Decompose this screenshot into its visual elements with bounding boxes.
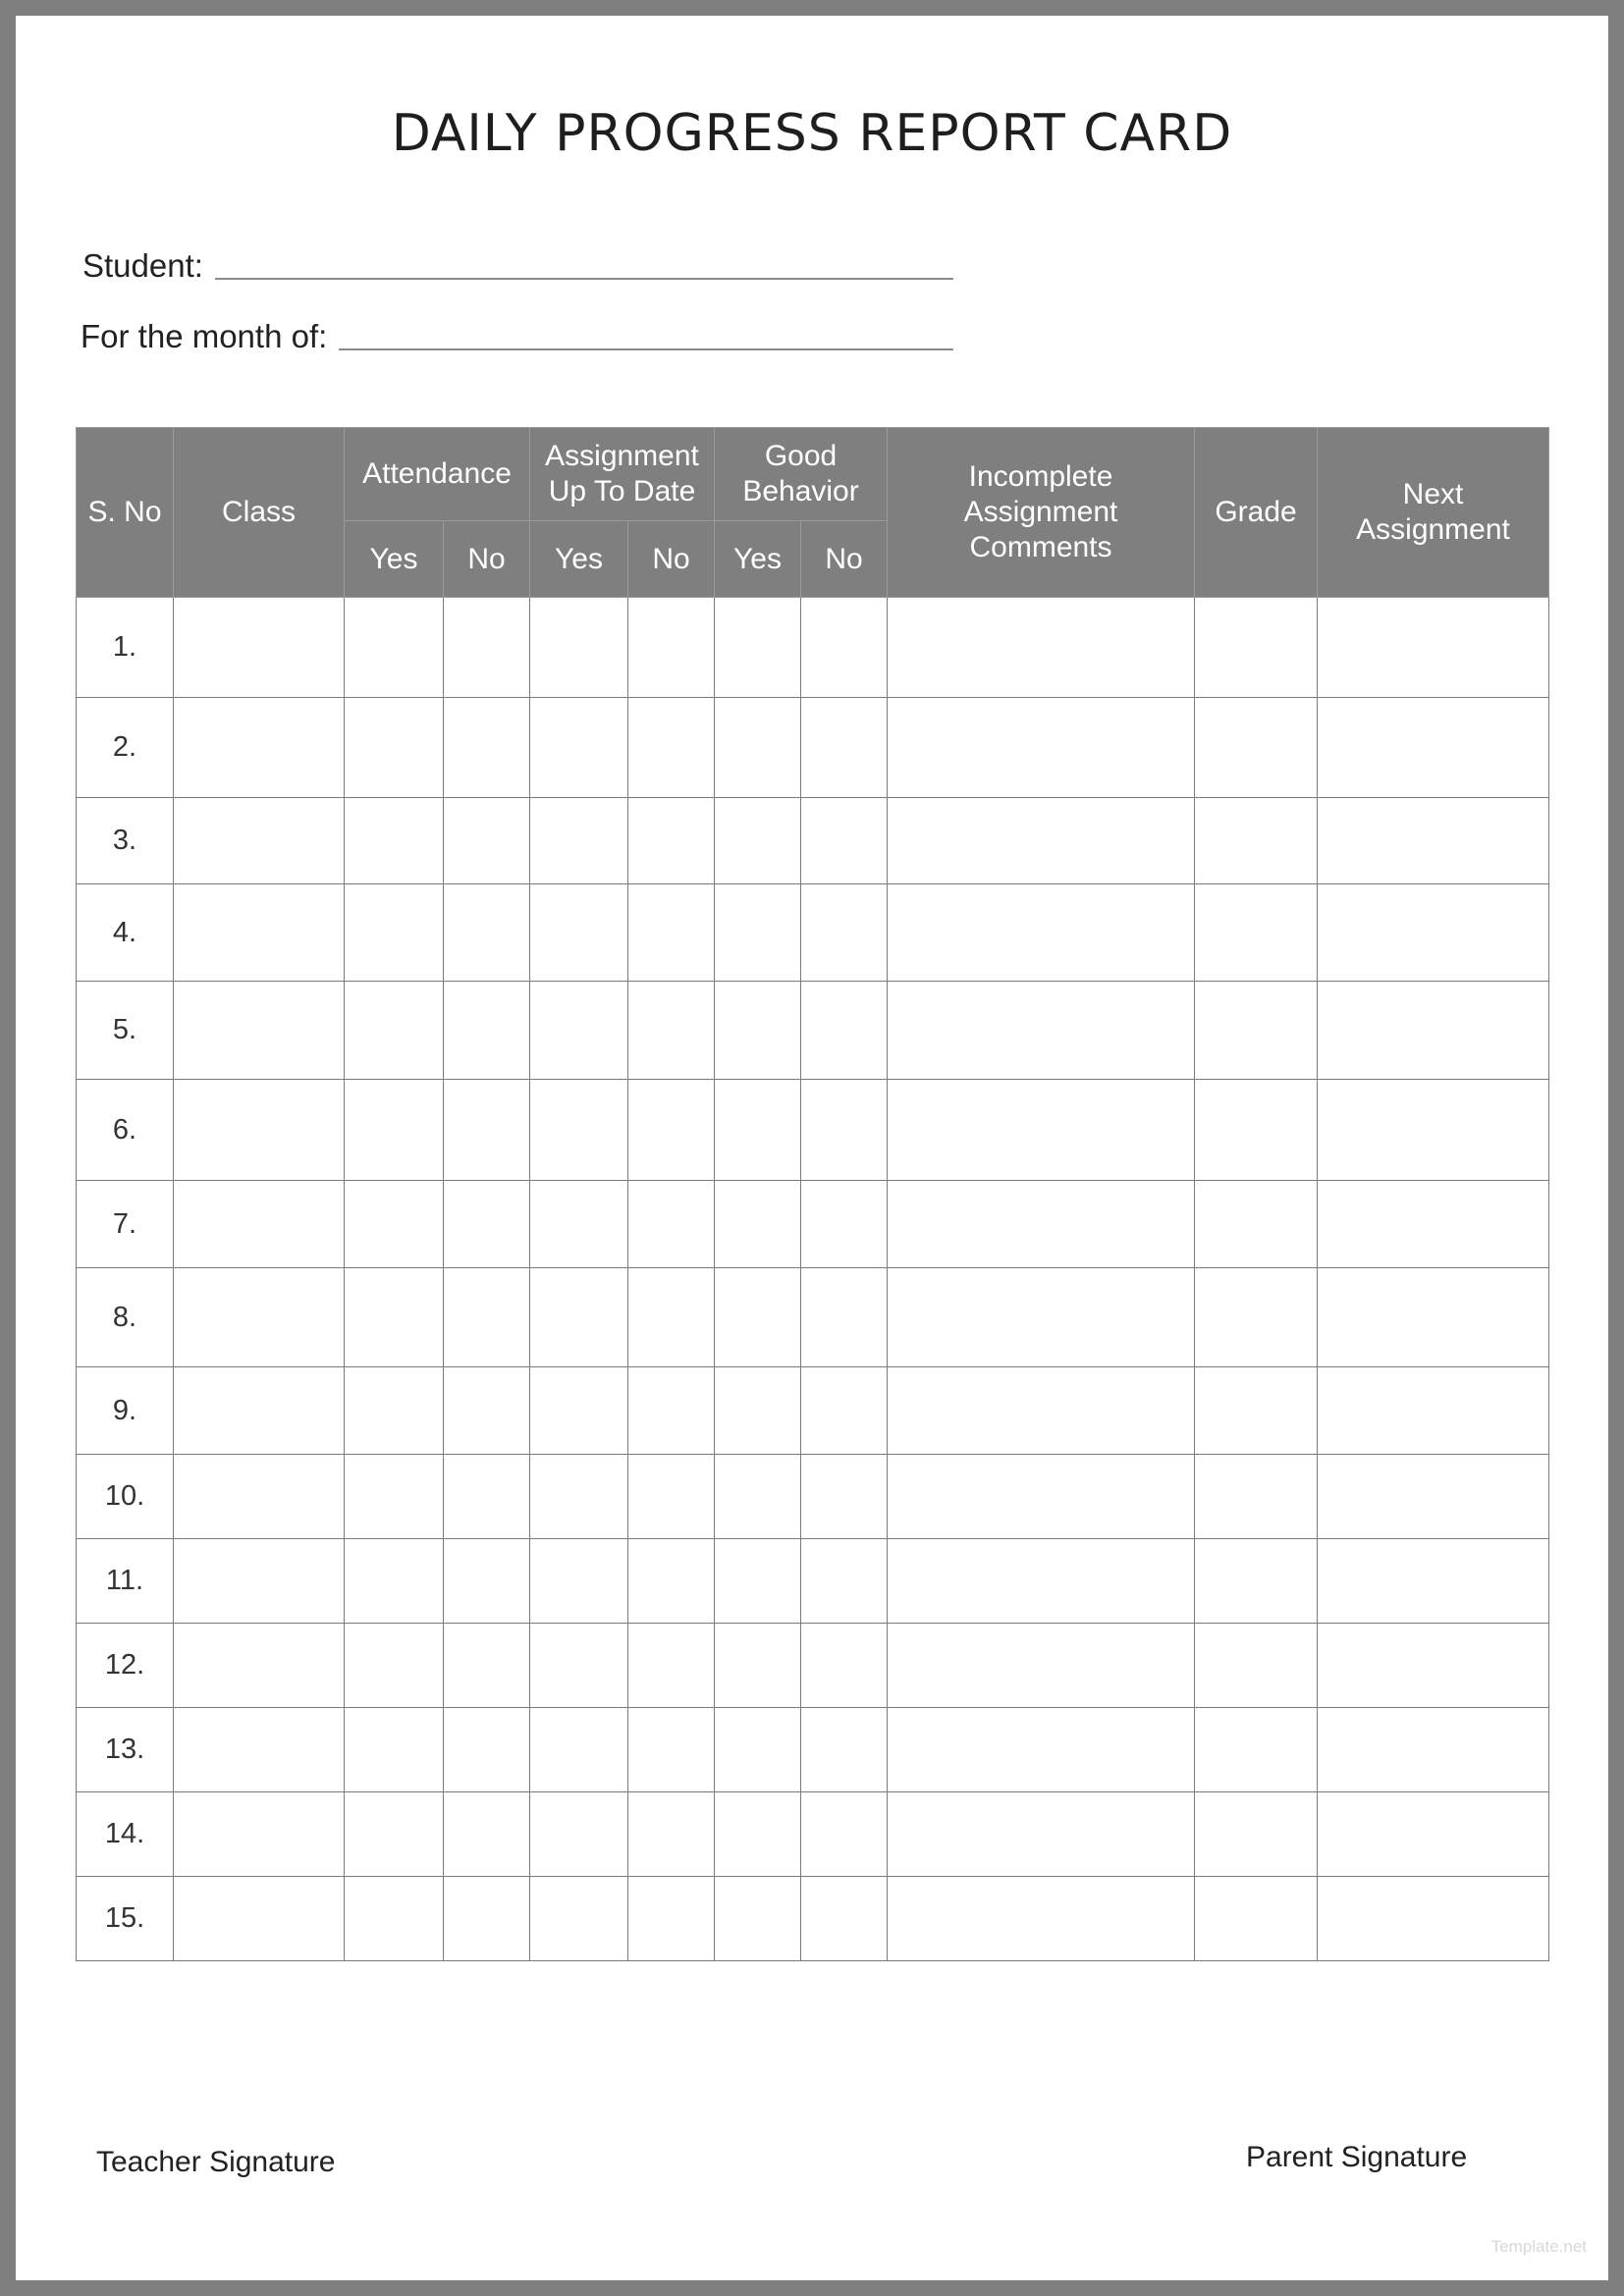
- header-behavior-no: No: [801, 521, 888, 598]
- table-row: [77, 798, 1549, 884]
- row-number: 5.: [77, 982, 174, 1080]
- cell-behavior-yes[interactable]: [715, 1080, 801, 1181]
- cell-comments[interactable]: [888, 1792, 1195, 1877]
- cell-assignment-no[interactable]: [628, 1792, 715, 1877]
- row-number: 7.: [77, 1181, 174, 1268]
- cell-attendance-no[interactable]: [444, 1708, 530, 1792]
- cell-grade[interactable]: [1195, 1455, 1318, 1539]
- cell-attendance-yes[interactable]: [345, 1367, 444, 1455]
- cell-grade[interactable]: [1195, 1181, 1318, 1268]
- table-row: [77, 982, 1549, 1080]
- cell-attendance-no[interactable]: [444, 698, 530, 798]
- table-row: [77, 1268, 1549, 1367]
- cell-attendance-yes[interactable]: [345, 1539, 444, 1624]
- cell-attendance-no[interactable]: [444, 1792, 530, 1877]
- cell-attendance-no[interactable]: [444, 1877, 530, 1961]
- cell-assignment-yes[interactable]: [530, 884, 628, 982]
- table-row: [77, 1367, 1549, 1455]
- cell-assignment-no[interactable]: [628, 1455, 715, 1539]
- cell-grade[interactable]: [1195, 1877, 1318, 1961]
- cell-comments[interactable]: [888, 1080, 1195, 1181]
- header-incomplete-line1: Incomplete: [968, 460, 1113, 493]
- cell-grade[interactable]: [1195, 1367, 1318, 1455]
- row-number: 12.: [77, 1624, 174, 1708]
- table-row: [77, 884, 1549, 982]
- cell-attendance-no[interactable]: [444, 1181, 530, 1268]
- cell-comments[interactable]: [888, 1268, 1195, 1367]
- cell-next-assignment[interactable]: [1318, 698, 1549, 798]
- cell-behavior-yes[interactable]: [715, 1268, 801, 1367]
- cell-behavior-no[interactable]: [801, 798, 888, 884]
- cell-assignment-no[interactable]: [628, 1877, 715, 1961]
- cell-next-assignment[interactable]: [1318, 982, 1549, 1080]
- table-body: [77, 598, 1549, 1961]
- cell-class[interactable]: [174, 1181, 345, 1268]
- row-number: 1.: [77, 598, 174, 698]
- cell-assignment-no[interactable]: [628, 598, 715, 698]
- cell-behavior-yes[interactable]: [715, 982, 801, 1080]
- cell-comments[interactable]: [888, 1624, 1195, 1708]
- cell-behavior-no[interactable]: [801, 1539, 888, 1624]
- cell-class[interactable]: [174, 1708, 345, 1792]
- cell-comments[interactable]: [888, 1455, 1195, 1539]
- cell-attendance-yes[interactable]: [345, 1080, 444, 1181]
- row-number: 13.: [77, 1708, 174, 1792]
- cell-grade[interactable]: [1195, 1080, 1318, 1181]
- cell-comments[interactable]: [888, 1539, 1195, 1624]
- cell-class[interactable]: [174, 1624, 345, 1708]
- cell-grade[interactable]: [1195, 1792, 1318, 1877]
- cell-assignment-no[interactable]: [628, 884, 715, 982]
- cell-attendance-no[interactable]: [444, 1080, 530, 1181]
- header-next-line2: Assignment: [1356, 513, 1510, 546]
- cell-assignment-no[interactable]: [628, 698, 715, 798]
- cell-grade[interactable]: [1195, 1268, 1318, 1367]
- cell-assignment-yes[interactable]: [530, 1539, 628, 1624]
- cell-assignment-yes[interactable]: [530, 1080, 628, 1181]
- cell-behavior-yes[interactable]: [715, 1708, 801, 1792]
- cell-attendance-yes[interactable]: [345, 698, 444, 798]
- cell-assignment-no[interactable]: [628, 798, 715, 884]
- row-number: 8.: [77, 1268, 174, 1367]
- cell-class[interactable]: [174, 598, 345, 698]
- cell-behavior-yes[interactable]: [715, 1624, 801, 1708]
- header-assignment-line1: Assignment: [545, 440, 699, 472]
- cell-behavior-yes[interactable]: [715, 598, 801, 698]
- watermark: Template.net: [1490, 2237, 1587, 2256]
- cell-behavior-no[interactable]: [801, 598, 888, 698]
- month-field: [81, 318, 953, 355]
- cell-attendance-yes[interactable]: [345, 1792, 444, 1877]
- header-next-line1: Next: [1402, 478, 1464, 510]
- cell-assignment-yes[interactable]: [530, 1455, 628, 1539]
- cell-grade[interactable]: [1195, 1539, 1318, 1624]
- cell-attendance-no[interactable]: [444, 1624, 530, 1708]
- cell-behavior-no[interactable]: [801, 884, 888, 982]
- cell-grade[interactable]: [1195, 1624, 1318, 1708]
- cell-behavior-yes[interactable]: [715, 698, 801, 798]
- cell-attendance-no[interactable]: [444, 1268, 530, 1367]
- cell-behavior-yes[interactable]: [715, 1181, 801, 1268]
- cell-assignment-no[interactable]: [628, 1268, 715, 1367]
- cell-behavior-yes[interactable]: [715, 1877, 801, 1961]
- cell-next-assignment[interactable]: [1318, 1877, 1549, 1961]
- cell-assignment-no[interactable]: [628, 1080, 715, 1181]
- cell-behavior-no[interactable]: [801, 1624, 888, 1708]
- cell-class[interactable]: [174, 884, 345, 982]
- cell-class[interactable]: [174, 1367, 345, 1455]
- cell-class[interactable]: [174, 982, 345, 1080]
- cell-comments[interactable]: [888, 698, 1195, 798]
- cell-next-assignment[interactable]: [1318, 1268, 1549, 1367]
- cell-grade[interactable]: [1195, 698, 1318, 798]
- table-row: [77, 1624, 1549, 1708]
- page-title: DAILY PROGRESS REPORT CARD: [391, 104, 1233, 163]
- cell-behavior-no[interactable]: [801, 698, 888, 798]
- cell-assignment-no[interactable]: [628, 1539, 715, 1624]
- cell-attendance-yes[interactable]: [345, 1877, 444, 1961]
- header-incomplete-line3: Comments: [969, 531, 1112, 563]
- header-behavior-line1: Good: [764, 440, 838, 472]
- table-row: [77, 1080, 1549, 1181]
- cell-behavior-no[interactable]: [801, 1877, 888, 1961]
- cell-assignment-yes[interactable]: [530, 1624, 628, 1708]
- cell-comments[interactable]: [888, 798, 1195, 884]
- cell-assignment-no[interactable]: [628, 982, 715, 1080]
- student-input-line[interactable]: [215, 276, 953, 280]
- student-label: Student:: [82, 247, 203, 284]
- cell-behavior-yes[interactable]: [715, 1455, 801, 1539]
- cell-next-assignment[interactable]: [1318, 1080, 1549, 1181]
- cell-next-assignment[interactable]: [1318, 1708, 1549, 1792]
- cell-assignment-yes[interactable]: [530, 598, 628, 698]
- header-good-behavior: [715, 428, 888, 521]
- cell-next-assignment[interactable]: [1318, 1367, 1549, 1455]
- row-number: 4.: [77, 884, 174, 982]
- header-attendance: Attendance: [345, 428, 530, 521]
- cell-attendance-yes[interactable]: [345, 1268, 444, 1367]
- cell-next-assignment[interactable]: [1318, 798, 1549, 884]
- cell-next-assignment[interactable]: [1318, 884, 1549, 982]
- cell-behavior-no[interactable]: [801, 1080, 888, 1181]
- cell-attendance-no[interactable]: [444, 1455, 530, 1539]
- table-row: [77, 1877, 1549, 1961]
- cell-assignment-yes[interactable]: [530, 1367, 628, 1455]
- cell-grade[interactable]: [1195, 884, 1318, 982]
- cell-attendance-yes[interactable]: [345, 982, 444, 1080]
- cell-next-assignment[interactable]: [1318, 598, 1549, 698]
- table-header-row: [77, 428, 1549, 521]
- cell-next-assignment[interactable]: [1318, 1624, 1549, 1708]
- cell-comments[interactable]: [888, 1708, 1195, 1792]
- table-row: [77, 1455, 1549, 1539]
- header-next-assignment: [1318, 428, 1549, 598]
- table-row: [77, 1708, 1549, 1792]
- cell-assignment-yes[interactable]: [530, 698, 628, 798]
- cell-attendance-yes[interactable]: [345, 884, 444, 982]
- cell-assignment-no[interactable]: [628, 1181, 715, 1268]
- cell-comments[interactable]: [888, 1877, 1195, 1961]
- month-input-line[interactable]: [339, 347, 953, 350]
- cell-grade[interactable]: [1195, 798, 1318, 884]
- cell-attendance-no[interactable]: [444, 1539, 530, 1624]
- header-behavior-line2: Behavior: [742, 475, 859, 507]
- cell-class[interactable]: [174, 1539, 345, 1624]
- cell-class[interactable]: [174, 1455, 345, 1539]
- cell-assignment-yes[interactable]: [530, 1268, 628, 1367]
- header-sno: S. No: [77, 428, 174, 598]
- row-number: 3.: [77, 798, 174, 884]
- row-number: 11.: [77, 1539, 174, 1624]
- row-number: 14.: [77, 1792, 174, 1877]
- cell-behavior-yes[interactable]: [715, 1792, 801, 1877]
- cell-assignment-yes[interactable]: [530, 1877, 628, 1961]
- cell-comments[interactable]: [888, 982, 1195, 1080]
- cell-next-assignment[interactable]: [1318, 1455, 1549, 1539]
- row-number: 6.: [77, 1080, 174, 1181]
- cell-behavior-no[interactable]: [801, 1181, 888, 1268]
- row-number: 9.: [77, 1367, 174, 1455]
- header-assignment-up-to-date: [530, 428, 715, 521]
- cell-class[interactable]: [174, 1792, 345, 1877]
- cell-assignment-yes[interactable]: [530, 1708, 628, 1792]
- cell-behavior-no[interactable]: [801, 1367, 888, 1455]
- cell-assignment-yes[interactable]: [530, 1792, 628, 1877]
- cell-assignment-yes[interactable]: [530, 1181, 628, 1268]
- header-class: Class: [174, 428, 345, 598]
- cell-next-assignment[interactable]: [1318, 1181, 1549, 1268]
- cell-attendance-yes[interactable]: [345, 1708, 444, 1792]
- cell-behavior-no[interactable]: [801, 1708, 888, 1792]
- header-assignment-no: No: [628, 521, 715, 598]
- cell-grade[interactable]: [1195, 598, 1318, 698]
- cell-assignment-yes[interactable]: [530, 982, 628, 1080]
- cell-behavior-yes[interactable]: [715, 884, 801, 982]
- cell-next-assignment[interactable]: [1318, 1792, 1549, 1877]
- cell-assignment-no[interactable]: [628, 1708, 715, 1792]
- cell-class[interactable]: [174, 1080, 345, 1181]
- cell-behavior-yes[interactable]: [715, 798, 801, 884]
- cell-behavior-no[interactable]: [801, 1268, 888, 1367]
- student-field: [82, 247, 953, 285]
- cell-grade[interactable]: [1195, 982, 1318, 1080]
- cell-behavior-no[interactable]: [801, 982, 888, 1080]
- header-assignment-line2: Up To Date: [548, 475, 696, 507]
- cell-attendance-yes[interactable]: [345, 598, 444, 698]
- cell-assignment-no[interactable]: [628, 1367, 715, 1455]
- row-number: 2.: [77, 698, 174, 798]
- table-row: [77, 1181, 1549, 1268]
- cell-class[interactable]: [174, 798, 345, 884]
- cell-behavior-yes[interactable]: [715, 1367, 801, 1455]
- cell-attendance-no[interactable]: [444, 1367, 530, 1455]
- cell-attendance-yes[interactable]: [345, 798, 444, 884]
- header-assignment-yes: Yes: [530, 521, 628, 598]
- header-attendance-no: No: [444, 521, 530, 598]
- cell-grade[interactable]: [1195, 1708, 1318, 1792]
- cell-comments[interactable]: [888, 884, 1195, 982]
- cell-comments[interactable]: [888, 1181, 1195, 1268]
- table-row: [77, 1792, 1549, 1877]
- month-label: For the month of:: [81, 318, 328, 354]
- cell-behavior-no[interactable]: [801, 1792, 888, 1877]
- progress-table: [76, 427, 1549, 1961]
- header-attendance-yes: Yes: [345, 521, 444, 598]
- cell-assignment-no[interactable]: [628, 1624, 715, 1708]
- header-incomplete-line2: Assignment: [963, 496, 1118, 528]
- cell-behavior-yes[interactable]: [715, 1539, 801, 1624]
- table-row: [77, 698, 1549, 798]
- row-number: 10.: [77, 1455, 174, 1539]
- cell-assignment-yes[interactable]: [530, 798, 628, 884]
- cell-class[interactable]: [174, 1268, 345, 1367]
- cell-attendance-no[interactable]: [444, 798, 530, 884]
- table-row: [77, 598, 1549, 698]
- table-row: [77, 1539, 1549, 1624]
- header-behavior-yes: Yes: [715, 521, 801, 598]
- teacher-signature-label: Teacher Signature: [96, 2146, 336, 2178]
- cell-comments[interactable]: [888, 598, 1195, 698]
- header-grade: Grade: [1195, 428, 1318, 598]
- parent-signature-label: Parent Signature: [1246, 2141, 1468, 2173]
- cell-attendance-no[interactable]: [444, 884, 530, 982]
- cell-class[interactable]: [174, 1877, 345, 1961]
- header-incomplete-comments: [888, 428, 1195, 598]
- cell-attendance-no[interactable]: [444, 982, 530, 1080]
- row-number: 15.: [77, 1877, 174, 1961]
- cell-attendance-yes[interactable]: [345, 1624, 444, 1708]
- cell-attendance-no[interactable]: [444, 598, 530, 698]
- cell-attendance-yes[interactable]: [345, 1455, 444, 1539]
- cell-class[interactable]: [174, 698, 345, 798]
- cell-attendance-yes[interactable]: [345, 1181, 444, 1268]
- cell-next-assignment[interactable]: [1318, 1539, 1549, 1624]
- cell-behavior-no[interactable]: [801, 1455, 888, 1539]
- cell-comments[interactable]: [888, 1367, 1195, 1455]
